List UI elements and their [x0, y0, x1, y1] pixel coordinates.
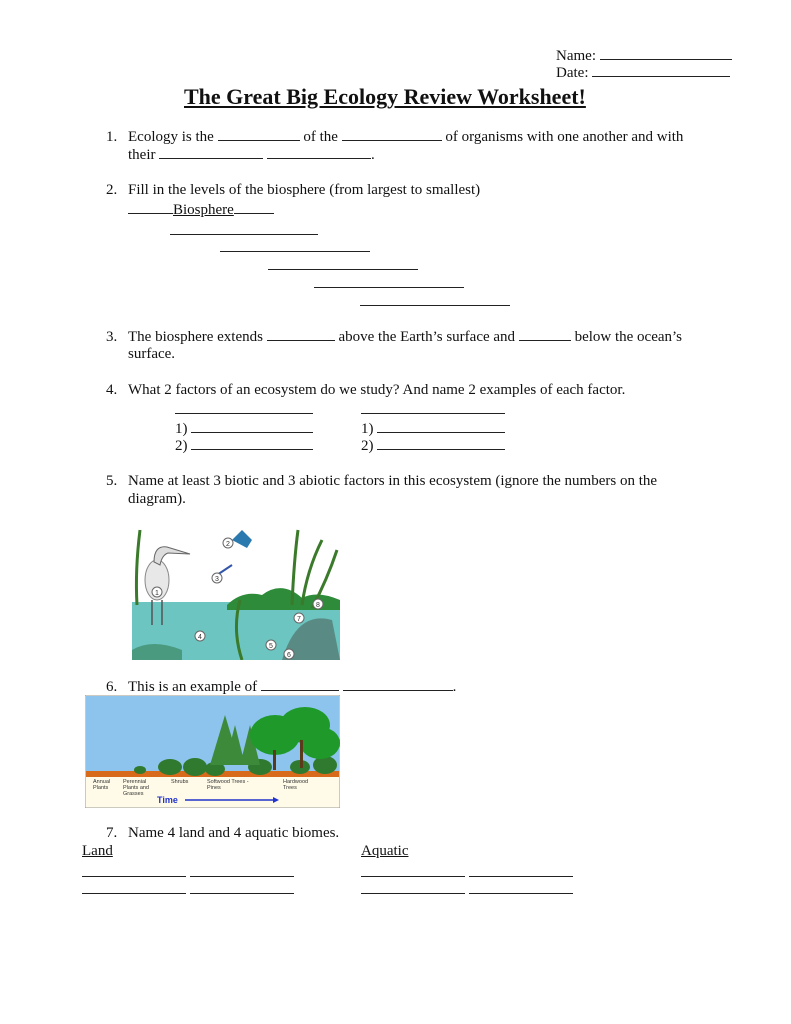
time-label: Time [157, 795, 178, 805]
question-1-cont: their . [128, 147, 375, 163]
factor-2-example-1: 1) [361, 420, 505, 437]
aquatic-blanks-row-1[interactable] [361, 864, 573, 881]
diagram-label: 8 [316, 602, 320, 609]
name-label: Name: [556, 48, 596, 64]
biosphere-level-2[interactable] [170, 222, 318, 235]
biosphere-level-5[interactable] [314, 275, 464, 288]
question-4: 4. What 2 factors of an ecosystem do we study? And name 2 examples of each factor. [106, 382, 626, 398]
factor-1-example-2: 2) [175, 437, 313, 454]
diagram-label: 4 [198, 634, 202, 641]
diagram-label: 5 [269, 643, 273, 650]
stage-label: Annual Plants [93, 779, 111, 791]
date-field[interactable] [556, 64, 730, 81]
factor-1-blank[interactable] [175, 401, 313, 414]
factor-2-blank[interactable] [361, 401, 505, 414]
date-label: Date: [556, 65, 589, 81]
question-5: 5. Name at least 3 biotic and 3 abiotic factors in this ecosystem (ignore the numbers on the [106, 473, 658, 489]
name-field[interactable] [556, 47, 732, 64]
succession-stage-labels [85, 695, 340, 808]
question-2: 2. Fill in the levels of the biosphere (from largest to smallest) [106, 182, 481, 198]
diagram-label: 6 [287, 652, 291, 659]
diagram-label: 7 [297, 616, 301, 623]
land-blanks-row-1[interactable] [82, 864, 294, 881]
stage-label: Softwood Trees - Pines [207, 779, 249, 791]
land-heading: Land [82, 843, 113, 859]
question-3-cont: surface. [128, 346, 176, 362]
stage-label: Shrubs [171, 779, 189, 785]
stage-label: Perennial Plants and Grasses [123, 779, 149, 797]
question-7: 7. Name 4 land and 4 aquatic biomes. [106, 825, 340, 841]
biosphere-level-3[interactable] [220, 239, 370, 252]
page-title: The Great Big Ecology Review Worksheet! [184, 84, 586, 109]
diagram-label: 1 [155, 590, 159, 597]
ecosystem-diagram [132, 510, 340, 660]
biosphere-level-1: Biosphere [128, 201, 274, 218]
question-1: 1. Ecology is the of the of organisms with one another and with [106, 129, 684, 145]
biosphere-level-4[interactable] [268, 257, 418, 270]
question-3: 3. The biosphere extends above the Earth’s surface and below the ocean’s [106, 329, 683, 345]
biosphere-level-6[interactable] [360, 293, 510, 306]
stage-label: Hardwood Trees [283, 779, 309, 791]
diagram-label: 2 [226, 541, 230, 548]
diagram-label: 3 [215, 576, 219, 583]
factor-2-example-2: 2) [361, 437, 505, 454]
aquatic-heading: Aquatic [361, 843, 409, 859]
land-blanks-row-2[interactable] [82, 881, 294, 898]
aquatic-blanks-row-2[interactable] [361, 881, 573, 898]
question-5-cont: diagram). [128, 491, 186, 507]
factor-1-example-1: 1) [175, 420, 313, 437]
question-6: 6. This is an example of . [106, 679, 457, 695]
